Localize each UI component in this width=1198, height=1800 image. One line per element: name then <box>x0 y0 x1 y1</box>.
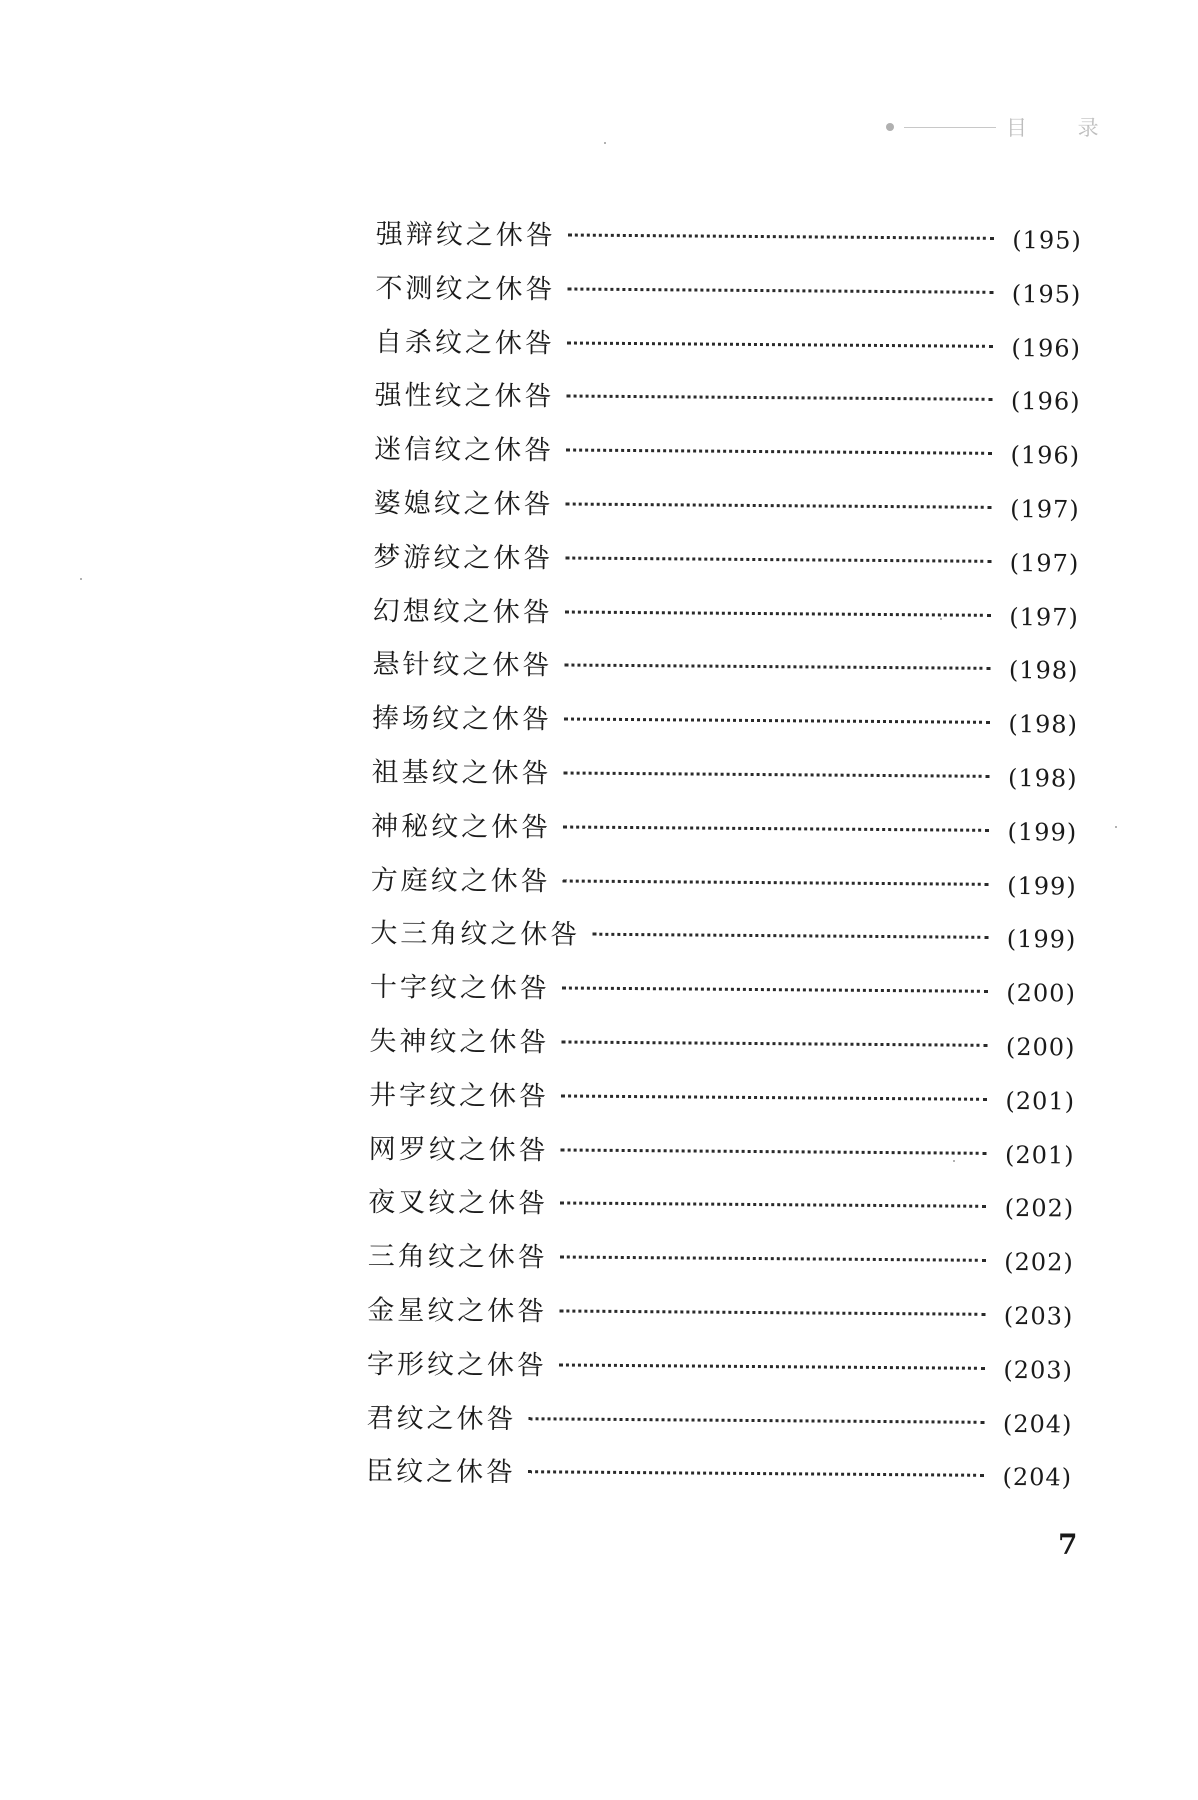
toc-entry-title: 幻想纹之休咎 <box>372 595 553 628</box>
toc-entry[interactable] <box>376 212 1082 271</box>
toc-entry-title: 祖基纹之休咎 <box>371 756 552 790</box>
bullet-dot-icon <box>886 123 894 131</box>
toc-entry[interactable] <box>372 642 1078 701</box>
toc-entry-page: (195) <box>1012 225 1082 255</box>
dot-leader <box>592 933 988 939</box>
dot-leader <box>567 341 993 347</box>
dot-leader <box>561 1148 987 1154</box>
toc-entry-page: (198) <box>1008 656 1079 685</box>
table-of-contents <box>366 212 1082 1509</box>
dot-leader <box>565 556 991 562</box>
toc-entry[interactable] <box>368 1127 1074 1186</box>
toc-entry-title: 自杀纹之休咎 <box>374 326 556 360</box>
toc-entry[interactable] <box>371 858 1077 917</box>
toc-entry[interactable] <box>368 1180 1074 1239</box>
toc-entry-title: 失神纹之休咎 <box>369 1025 550 1059</box>
toc-entry[interactable] <box>366 1449 1072 1508</box>
toc-entry[interactable] <box>373 481 1079 540</box>
toc-entry[interactable] <box>372 696 1078 755</box>
toc-entry-title: 强性纹之休咎 <box>374 380 555 413</box>
toc-entry-page: (197) <box>1009 548 1080 578</box>
dot-leader <box>529 1417 985 1424</box>
toc-entry-title: 方庭纹之休咎 <box>370 864 551 897</box>
header-rule <box>904 127 996 128</box>
toc-entry-page: (200) <box>1006 979 1076 1008</box>
dot-leader <box>562 987 988 993</box>
dot-leader <box>564 718 990 724</box>
dot-leader <box>559 1309 985 1315</box>
toc-entry-page: (203) <box>1003 1355 1074 1385</box>
scan-speck <box>1115 826 1117 828</box>
running-head <box>886 112 1121 142</box>
toc-entry-page: (204) <box>1002 1409 1073 1439</box>
scan-speck <box>80 578 82 580</box>
toc-entry[interactable] <box>374 373 1080 432</box>
dot-leader <box>565 610 991 616</box>
dot-leader <box>567 287 993 293</box>
toc-entry[interactable] <box>367 1342 1073 1401</box>
dot-leader <box>560 1202 986 1208</box>
dot-leader <box>568 234 994 240</box>
toc-entry-title: 悬针纹之休咎 <box>372 649 553 682</box>
toc-entry[interactable] <box>373 589 1079 648</box>
toc-entry-page: (196) <box>1011 333 1082 363</box>
dot-leader <box>563 879 989 885</box>
scan-speck <box>940 618 942 620</box>
toc-entry-page: (200) <box>1005 1032 1076 1062</box>
toc-entry-page: (204) <box>1002 1463 1073 1492</box>
dot-leader <box>566 502 992 508</box>
toc-entry[interactable] <box>368 1234 1074 1293</box>
toc-entry-title: 捧场纹之休咎 <box>371 703 553 736</box>
toc-entry-title: 迷信纹之休咎 <box>374 434 555 467</box>
toc-entry-page: (197) <box>1010 494 1080 524</box>
toc-entry-page: (201) <box>1005 1086 1076 1116</box>
toc-entry-title: 十字纹之休咎 <box>369 972 551 1005</box>
dot-leader <box>563 825 989 831</box>
toc-entry-page: (199) <box>1006 925 1077 954</box>
toc-entry-title: 臣纹之休咎 <box>365 1456 517 1489</box>
toc-entry[interactable] <box>369 1019 1075 1078</box>
toc-entry-page: (202) <box>1004 1194 1075 1223</box>
toc-entry-title: 字形纹之休咎 <box>366 1348 548 1382</box>
toc-entry-title: 君纹之休咎 <box>366 1402 517 1435</box>
toc-entry-title: 不测纹之休咎 <box>375 272 556 306</box>
dot-leader <box>561 1094 987 1100</box>
toc-entry[interactable] <box>375 320 1081 379</box>
dot-leader <box>564 771 990 777</box>
scan-speck <box>953 1160 955 1162</box>
toc-entry-title: 夜叉纹之休咎 <box>368 1187 549 1220</box>
dot-leader <box>566 449 992 455</box>
toc-entry-page: (199) <box>1007 817 1078 847</box>
toc-entry-title: 井字纹之休咎 <box>368 1079 550 1113</box>
toc-entry-title: 婆媳纹之休咎 <box>373 487 554 521</box>
toc-entry-page: (198) <box>1007 763 1078 793</box>
toc-entry-page: (203) <box>1003 1301 1074 1331</box>
toc-entry[interactable] <box>371 750 1077 809</box>
dot-leader <box>528 1471 984 1478</box>
toc-entry[interactable] <box>366 1395 1072 1454</box>
toc-entry-page: (196) <box>1010 387 1081 416</box>
toc-entry-title: 三角纹之休咎 <box>367 1241 548 1274</box>
toc-entry-page: (196) <box>1010 441 1081 470</box>
toc-entry[interactable] <box>370 965 1076 1024</box>
dot-leader <box>561 1040 987 1046</box>
dot-leader <box>567 395 993 401</box>
toc-entry-page: (202) <box>1004 1248 1074 1277</box>
toc-entry[interactable] <box>375 266 1081 325</box>
toc-entry[interactable] <box>373 535 1079 594</box>
toc-entry-page: (199) <box>1007 871 1077 901</box>
toc-entry[interactable] <box>369 1073 1075 1132</box>
toc-entry-title: 网罗纹之休咎 <box>368 1133 549 1166</box>
page-number: 7 <box>1058 1528 1078 1561</box>
toc-entry-page: (197) <box>1009 602 1079 632</box>
running-head-text: 目 录 <box>1006 116 1121 140</box>
dot-leader <box>560 1256 986 1262</box>
toc-entry-title: 神秘纹之休咎 <box>371 810 552 844</box>
toc-entry-page: (195) <box>1011 279 1082 309</box>
toc-entry-page: (201) <box>1004 1140 1075 1170</box>
toc-entry-title: 大三角纹之休咎 <box>370 918 581 951</box>
toc-entry[interactable] <box>371 804 1077 863</box>
toc-entry-page: (198) <box>1008 710 1079 739</box>
toc-entry-title: 金星纹之休咎 <box>367 1294 548 1328</box>
dot-leader <box>564 664 990 670</box>
dot-leader <box>559 1363 985 1369</box>
toc-entry[interactable] <box>370 911 1076 970</box>
toc-entry[interactable] <box>374 427 1080 486</box>
toc-entry-title: 强辩纹之休咎 <box>375 218 556 252</box>
toc-entry[interactable] <box>367 1288 1073 1347</box>
scan-speck <box>604 142 606 144</box>
toc-entry-title: 梦游纹之休咎 <box>373 541 554 575</box>
